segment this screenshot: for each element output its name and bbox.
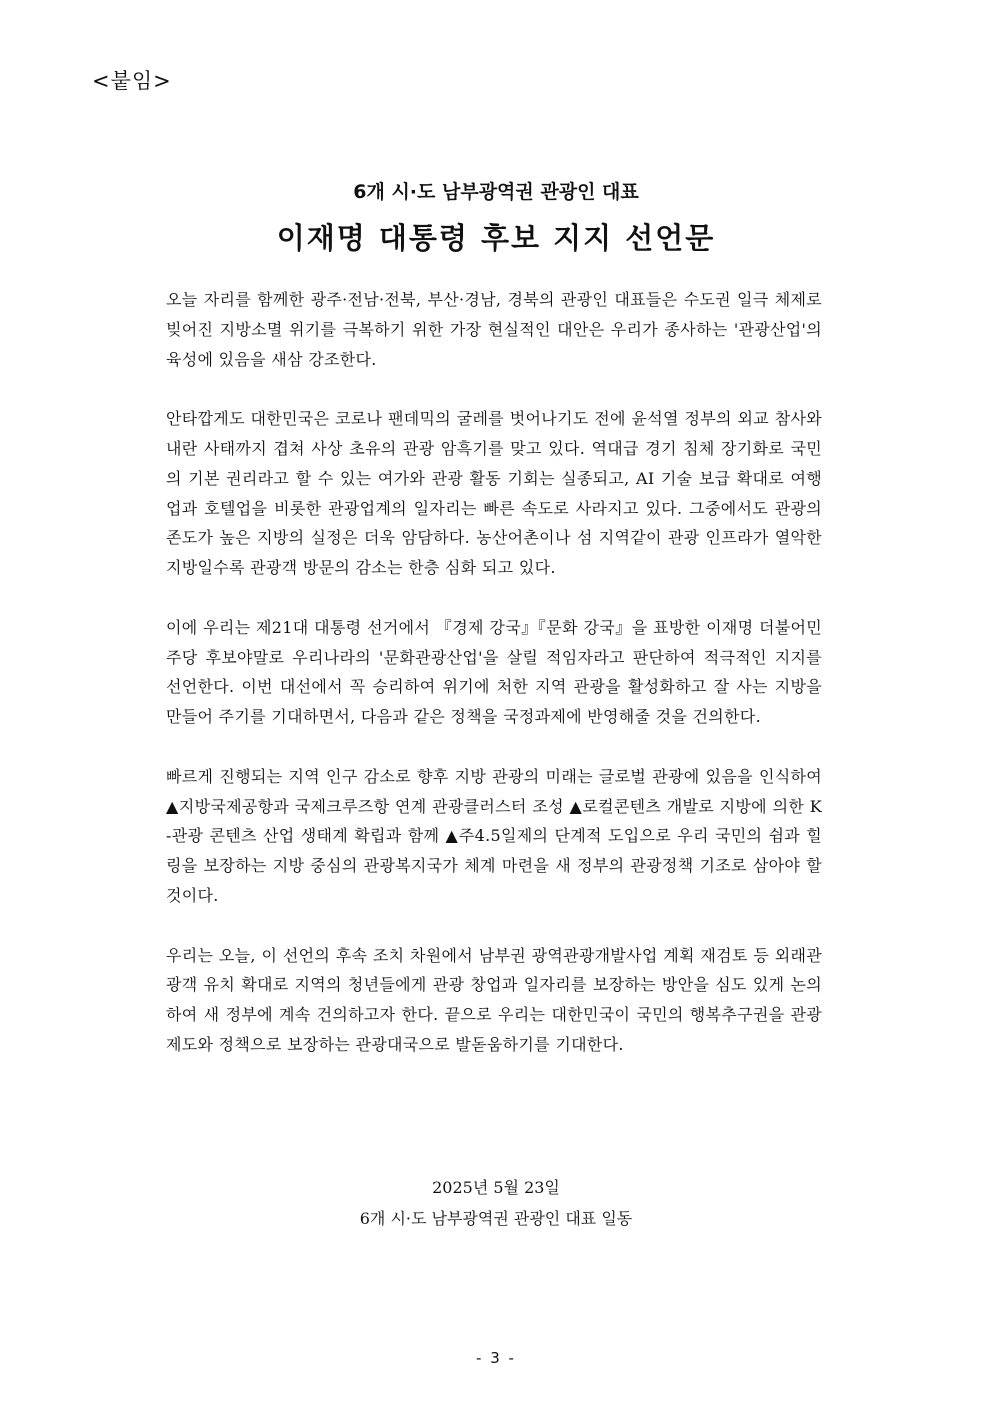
body-paragraph-5: 우리는 오늘, 이 선언의 후속 조치 차원에서 남부권 광역관광개발사업 계획 재검토 등 외래관광객 유치 확대로 지역의 청년들에게 관광 창업과 일자리를 보장하는 방안을 심도 있게 논의하여 새 정부에 계속 건의하고자 한다. 끝으로 우리는 대한민국이 국민의 행복추구권을 관광제도와 정책으로 보장하는 관광대국으로 발돋움하기를 기대한다. [166, 945, 822, 1054]
attachment-label: <붙임> [92, 69, 172, 93]
closing-signature: 6개 시·도 남부광역권 관광인 대표 일동 [359, 1209, 633, 1228]
body-paragraph-2: 안타깝게도 대한민국은 코로나 팬데믹의 굴레를 벗어나기도 전에 윤석열 정부의 외교 참사와 내란 사태까지 겹쳐 사상 초유의 관광 암흑기를 맞고 있다. 역대급 경기 침체 장기화로 국민의 기본 권리라고 할 수 있는 여가와 관광 활동 기회는 실종되고, AI 기술 보급 확대로 여행업과 호텔업을 비롯한 관광업계의 일자리는 빠른 속도로 사라지고 있다. 그중에서도 관광의존도가 높은 지방의 실정은 더욱 암담하다. 농산어촌이나 섬 지역같이 관광 인프라가 열악한 지방일수록 관광객 방문의 감소는 한층 심화 되고 있다. [166, 409, 822, 578]
body-paragraph-3: 이에 우리는 제21대 대통령 선거에서 『경제 강국』『문화 강국』을 표방한 이재명 더불어민주당 후보야말로 우리나라의 '문화관광산업'을 살릴 적임자라고 판단하여 적극적인 지지를 선언한다. 이번 대선에서 꼭 승리하여 위기에 처한 지역 관광을 활성화하고 잘 사는 지방을 만들어 주기를 기대하면서, 다음과 같은 정책을 국정과제에 반영해줄 것을 건의한다. [166, 617, 822, 727]
document-subtitle: 6개 시·도 남부광역권 관광인 대표 [353, 181, 639, 203]
document-header [0, 178, 992, 258]
closing-date: 2025년 5월 23일 [432, 1178, 560, 1197]
closing-block [0, 1172, 992, 1234]
body-paragraph-1: 오늘 자리를 함께한 광주·전남·전북, 부산·경남, 경북의 관광인 대표들은 수도권 일극 체제로 빚어진 지방소멸 위기를 극복하기 위한 가장 현실적인 대안은 우리가 종사하는 '관광산업'의 육성에 있음을 새삼 강조한다. [166, 290, 822, 369]
body-paragraph-4: 빠르게 진행되는 지역 인구 감소로 향후 지방 관광의 미래는 글로벌 관광에 있음을 인식하여 ▲지방국제공항과 국제크루즈항 연계 관광클러스터 조성 ▲로컬콘텐츠 개발로 지방에 의한 K-관광 콘텐츠 산업 생태계 확립과 함께 ▲주4.5일제의 단계적 도입으로 우리 국민의 쉼과 힐링을 보장하는 지방 중심의 관광복지국가 체계 마련을 새 정부의 관광정책 기조로 삼아야 할 것이다. [166, 766, 822, 905]
page-number: - 3 - [476, 1349, 516, 1367]
document-title: 이재명 대통령 후보 지지 선언문 [276, 221, 716, 255]
document-body [166, 285, 822, 1090]
